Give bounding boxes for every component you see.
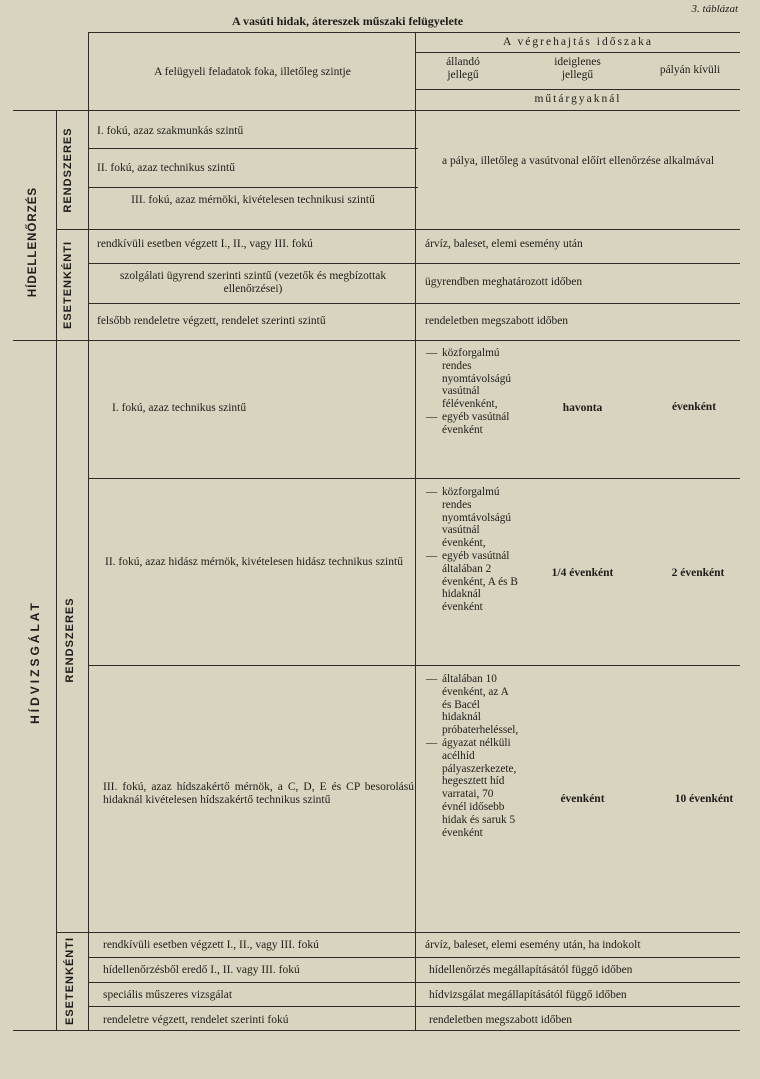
rule-bottom bbox=[13, 1030, 740, 1031]
hv-row-2-allando-item-2: — egyéb vasútnál általában 2 évenként, A és B hidaknál évenként bbox=[426, 549, 518, 614]
label-hidellenorzes: HÍDELLENŐRZÉS bbox=[27, 186, 39, 298]
hv-row-1-allando-text-1: közforgalmú rendes nyomtávolságú vasútnál félévenként, bbox=[442, 347, 512, 411]
label-hv-rendszeres: RENDSZERES bbox=[64, 597, 76, 683]
hv-e3-period: hídvizsgálat megállapításától függő időben bbox=[429, 989, 627, 1001]
he-e3-task: felsőbb rendeletre végzett, rendelet szerinti szintű bbox=[97, 315, 326, 327]
hv-row-3-ideiglenes: évenként bbox=[560, 793, 605, 805]
header-structures: műtárgyaknál bbox=[534, 93, 622, 105]
table-number: 3. táblázat bbox=[691, 3, 738, 15]
hv-row-1-allando-item-1: — közforgalmú rendes nyomtávolságú vasútnál félévenként, bbox=[426, 347, 518, 411]
hv-row-2-allando-item-1: — közforgalmú rendes nyomtávolságú vasútnál évenként, bbox=[426, 486, 518, 550]
rule-he-e1 bbox=[88, 263, 740, 264]
rule-header-bottom bbox=[13, 110, 740, 111]
hv-e3-task: speciális műszeres vizsgálat bbox=[103, 989, 233, 1001]
rule-hv-e1 bbox=[88, 957, 740, 958]
header-task-col: A felügyeli feladatok foka, illetőleg szintje bbox=[154, 66, 351, 78]
rule-col-subgroup bbox=[56, 110, 57, 1030]
hv-row-1-task: I. fokú, azaz technikus szintű bbox=[112, 402, 247, 414]
rule-hv-r2 bbox=[88, 665, 740, 666]
hv-row-1-palyan-kivuli: évenként bbox=[671, 401, 717, 413]
hv-e4-period: rendeletben megszabott időben bbox=[429, 1014, 573, 1026]
header-allando: állandó jellegű bbox=[446, 56, 480, 81]
label-hv-esetenkenti: ESETENKÉNTI bbox=[64, 936, 76, 1026]
hv-row-2-palyan-kivuli: 2 évenként bbox=[671, 567, 725, 579]
hv-row-1-allando-item-2: — egyéb vasútnál évenként bbox=[426, 411, 518, 437]
hv-row-2-allando-text-1: közforgalmú rendes nyomtávolságú vasútnál évenként, bbox=[442, 486, 512, 550]
he-e1-task: rendkívüli esetben végzett I., II., vagy III. fokú bbox=[97, 238, 313, 250]
rule-col-task bbox=[88, 32, 89, 1030]
he-row-1-task: I. fokú, azaz szakmunkás szintű bbox=[97, 125, 244, 137]
label-he-rendszeres: RENDSZERES bbox=[62, 127, 74, 213]
he-e3-period: rendeletben megszabott időben bbox=[425, 315, 569, 327]
header-palyan-kivuli: pályán kívüli bbox=[659, 64, 721, 76]
hv-e2-task: hídellenőrzésből eredő I., II. vagy III. fokú bbox=[103, 964, 300, 976]
rule-hv-esetenkenti bbox=[56, 932, 740, 933]
hv-e4-task: rendeletre végzett, rendelet szerinti fokú bbox=[103, 1014, 289, 1026]
he-e2-task: szolgálati ügyrend szerinti szintű (vezetők és megbízottak ellenőrzései) bbox=[119, 270, 387, 295]
rule-hv-e3 bbox=[88, 1006, 740, 1007]
rule-he-r1 bbox=[88, 148, 418, 149]
rule-structures bbox=[415, 89, 740, 90]
hv-e2-period: hídellenőrzés megállapításától függő időben bbox=[429, 964, 633, 976]
hv-row-2-task: II. fokú, azaz hidász mérnök, kivételesen hidász technikus szintű bbox=[105, 556, 403, 568]
he-e2-period: ügyrendben meghatározott időben bbox=[425, 276, 583, 288]
hv-row-3-task: III. fokú, azaz hídszakértő mérnök, a C, D, E és CP besorolású hidaknál kivételesen hídszakértő technikus szintű bbox=[103, 781, 414, 806]
hv-row-1-allando-text-2: egyéb vasútnál évenként bbox=[442, 410, 510, 436]
rule-he-e2 bbox=[88, 303, 740, 304]
hv-row-2-allando bbox=[426, 486, 518, 614]
hv-row-3-allando-item-2: — ágyazat nélküli acélhíd pályaszerkezete, hegesztett híd varratai, 70 évnél idősebb hidak és saruk 5 évenként bbox=[426, 736, 517, 839]
he-e1-period: árvíz, baleset, elemi esemény után bbox=[425, 238, 583, 250]
he-rendszeres-period: a pálya, illetőleg a vasútvonal előírt ellenőrzése alkalmával bbox=[441, 155, 715, 167]
rule-col-period bbox=[415, 32, 416, 1030]
header-period: A végrehajtás időszaka bbox=[502, 36, 653, 48]
hv-row-3-allando-text-2: ágyazat nélküli acélhíd pályaszerkezete, hegesztett híd varratai, 70 évnél idősebb hidak és saruk 5 évenként bbox=[442, 736, 517, 839]
hv-e1-task: rendkívüli esetben végzett I., II., vagy III. fokú bbox=[103, 939, 319, 951]
rule-he-esetenkenti bbox=[56, 229, 740, 230]
he-row-2-task: II. fokú, azaz technikus szintű bbox=[97, 162, 235, 174]
table-title: A vasúti hidak, átereszek műszaki felügyelete bbox=[232, 14, 464, 28]
hv-e1-period: árvíz, baleset, elemi esemény után, ha indokolt bbox=[425, 939, 641, 951]
rule-top bbox=[88, 32, 740, 33]
hv-row-3-allando bbox=[426, 673, 518, 839]
label-hidvizsgalat: HÍDVIZSGÁLAT bbox=[28, 600, 42, 724]
hv-row-2-ideiglenes: 1/4 évenként bbox=[551, 567, 614, 579]
hv-row-1-ideiglenes: havonta bbox=[562, 402, 603, 414]
rule-section bbox=[13, 340, 740, 341]
header-ideiglenes: ideiglenes jellegű bbox=[554, 56, 601, 81]
he-row-3-task: III. fokú, azaz mérnöki, kivételesen technikusi szintű bbox=[131, 194, 375, 206]
hv-row-1-allando bbox=[426, 347, 518, 437]
label-he-esetenkenti: ESETENKÉNTI bbox=[62, 240, 74, 330]
hv-row-2-allando-text-2: egyéb vasútnál általában 2 évenként, A és B hidaknál évenként bbox=[442, 549, 518, 614]
hv-row-3-allando-item-1: — általában 10 évenként, az A és Bacél hidaknál próbaterheléssel, bbox=[426, 673, 519, 737]
hv-row-3-allando-text-1: általában 10 évenként, az A és Bacél hidaknál próbaterheléssel, bbox=[442, 673, 519, 737]
hv-row-3-palyan-kivuli: 10 évenként bbox=[674, 793, 734, 805]
rule-he-r2 bbox=[88, 187, 418, 188]
rule-period bbox=[415, 52, 740, 53]
rule-hv-e2 bbox=[88, 982, 740, 983]
rule-hv-r1 bbox=[88, 478, 740, 479]
